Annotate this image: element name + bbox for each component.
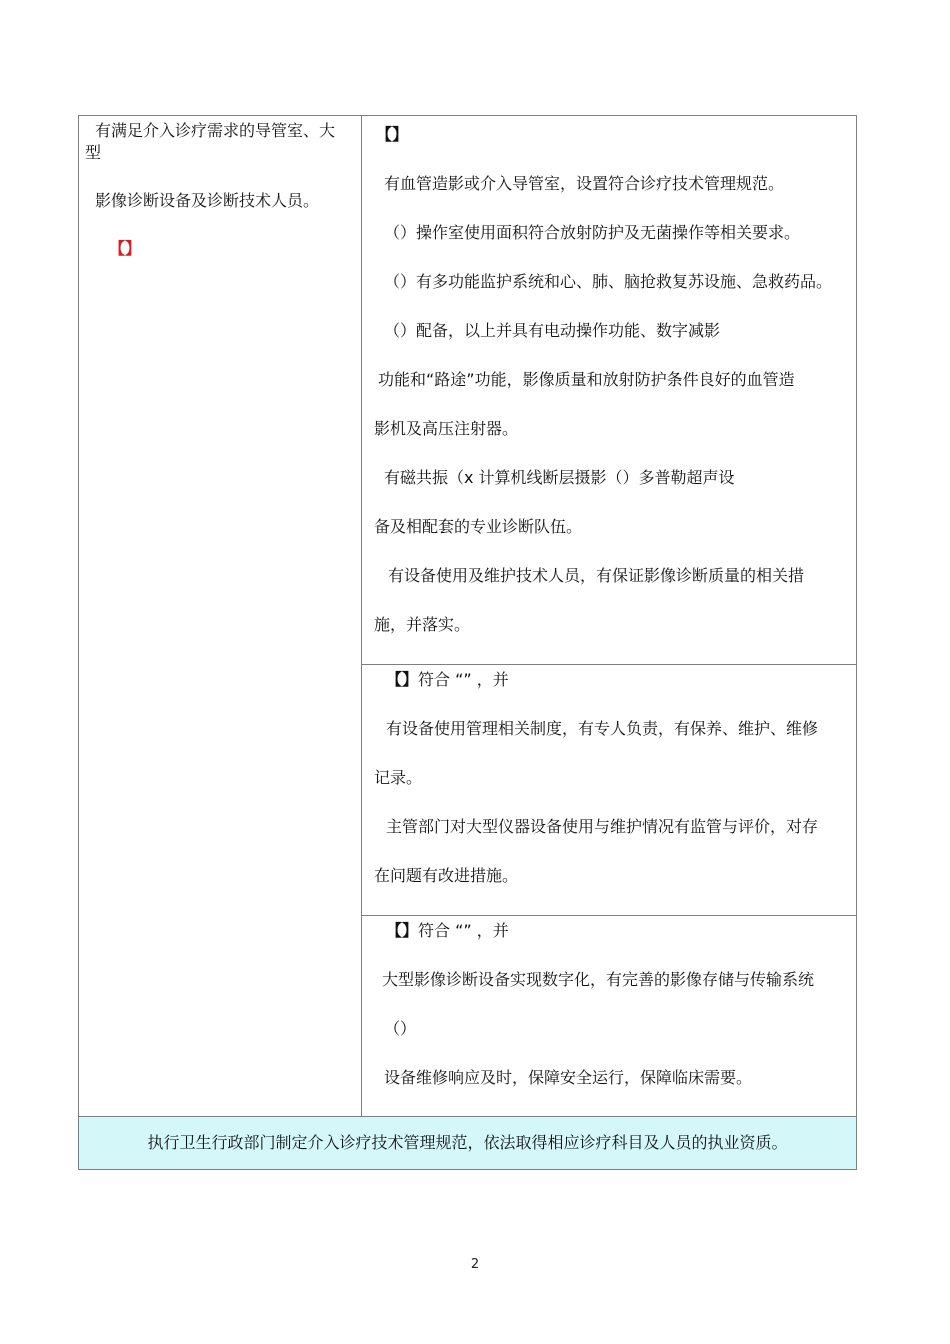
requirement-line: 功能和“路途”功能，影像质量和放射防护条件良好的血管造 xyxy=(378,370,795,389)
requirement-line: 记录。 xyxy=(374,768,423,787)
requirement-line: 设备维修响应及时，保障安全运行，保障临床需要。 xyxy=(384,1068,753,1087)
standards-table xyxy=(78,115,857,1170)
requirement-line: 有血管造影或介入导管室，设置符合诊疗技术管理规范。 xyxy=(384,174,785,193)
criterion-text-line: 型 xyxy=(85,143,102,162)
requirement-block-2 xyxy=(362,665,857,916)
requirement-line: 施，并落实。 xyxy=(374,615,471,634)
criterion-cell xyxy=(79,116,362,1117)
requirement-mark: 【】 xyxy=(376,125,409,144)
criterion-mark: 【】 xyxy=(109,239,142,258)
requirement-line: 在问题有改进措施。 xyxy=(374,866,519,885)
requirement-heading xyxy=(374,920,852,942)
requirement-mark-text: 符合 “” ，并 xyxy=(418,670,509,689)
requirement-line: 主管部门对大型仪器设备使用与维护情况有监管与评价，对存 xyxy=(386,817,819,836)
requirement-line: 有设备使用管理相关制度，有专人负责，有保养、维护、维修 xyxy=(386,719,819,738)
footer-band xyxy=(79,1117,857,1170)
requirement-block-3 xyxy=(362,916,857,1117)
requirement-mark: 【】 xyxy=(386,921,419,940)
criterion-text-line: 影像诊断设备及诊断技术人员。 xyxy=(95,191,320,210)
requirement-line: 有设备使用及维护技术人员，有保证影像诊断质量的相关措 xyxy=(388,566,805,585)
requirement-block-1 xyxy=(362,116,857,665)
criterion-text-line: 有满足介入诊疗需求的导管室、大 xyxy=(95,121,336,140)
requirement-line: 大型影像诊断设备实现数字化，有完善的影像存储与传输系统 xyxy=(382,970,815,989)
requirement-line: 有磁共振（x 计算机线断层摄影（）多普勒超声设 xyxy=(384,468,735,487)
requirement-line: 备及相配套的专业诊断队伍。 xyxy=(374,517,583,536)
page-number: 2 xyxy=(470,1257,480,1272)
footer-text: 执行卫生行政部门制定介入诊疗技术管理规范，依法取得相应诊疗科目及人员的执业资质。 xyxy=(147,1133,788,1152)
requirement-line: 影机及高压注射器。 xyxy=(374,419,519,438)
requirement-mark: 【】 xyxy=(386,670,419,689)
requirement-line: （）有多功能监护系统和心、肺、脑抢救复苏设施、急救药品。 xyxy=(384,272,833,291)
requirement-line: （） xyxy=(384,1019,417,1038)
requirement-line: （）配备，以上并具有电动操作功能、数字减影 xyxy=(384,321,721,340)
requirement-line: （）操作室使用面积符合放射防护及无菌操作等相关要求。 xyxy=(384,223,801,242)
requirement-mark-text: 符合 “” ，并 xyxy=(418,921,509,940)
requirement-heading xyxy=(374,669,852,691)
